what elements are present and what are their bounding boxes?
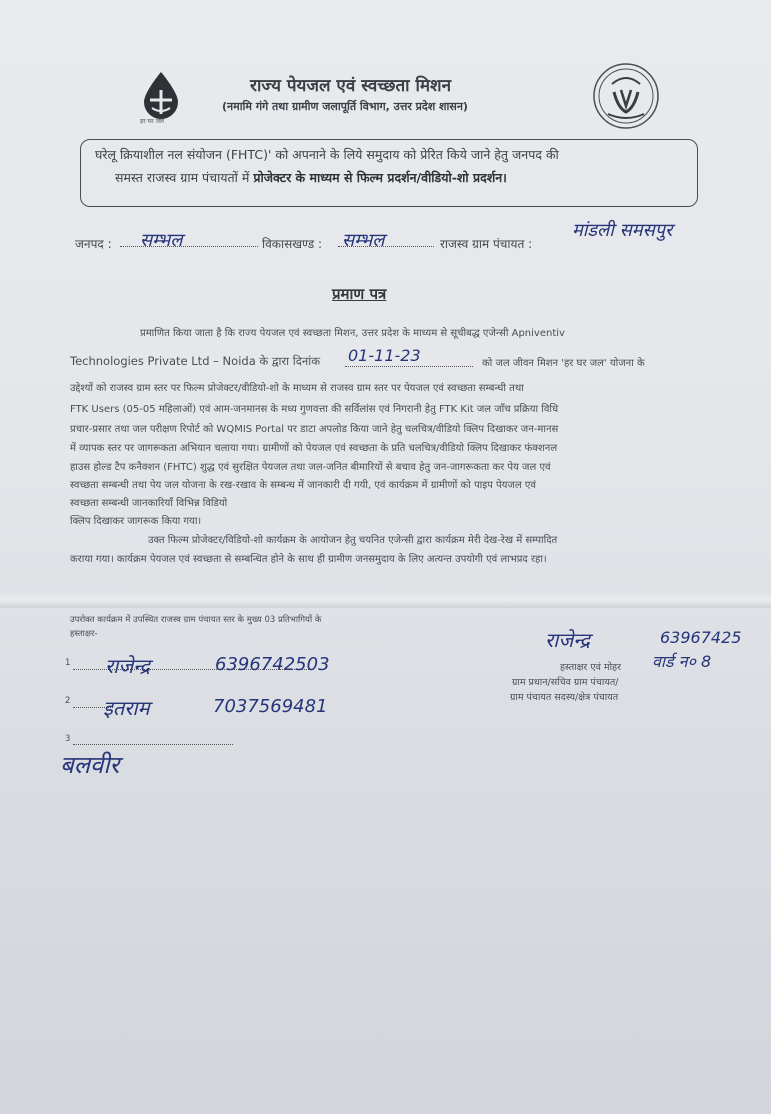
paragraph-1-line-6: में व्यापक स्तर पर जागरूकता अभियान चलाया गया। ग्रामीणों को पेयजल एवं स्वच्छता के प्रति चलचित्र/वीडियो क्लिप दिखाकर फंक्शनल (70, 443, 558, 454)
signature-header-line-2: हस्ताक्षर- (70, 629, 98, 639)
official-label-line-1: हस्ताक्षर एवं मोहर (560, 662, 621, 673)
panchayat-label: राजस्व ग्राम पंचायत : (440, 237, 533, 251)
participant-1-row (65, 652, 365, 678)
mission-subtitle: (नमामि गंगे तथा ग्रामीण जलापूर्ति विभाग, उत्तर प्रदेश शासन) (222, 100, 468, 113)
notice-line-1: घरेलू क्रियाशील नल संयोजन (FHTC)' को अपनाने के लिये समुदाय को प्रेरित किये जाने हेतु जनपद की (95, 147, 559, 162)
up-emblem-icon (588, 62, 664, 130)
participant-2-number: 2 (65, 696, 71, 706)
official-phone: 63967425 (660, 628, 742, 647)
official-label-line-3: ग्राम पंचायत सदस्य/क्षेत्र पंचायत (510, 692, 619, 703)
notice-line-2-part-a: समस्त राजस्व ग्राम पंचायतों में (115, 170, 254, 185)
official-signature: राजेन्द्र (545, 628, 590, 652)
participant-2-phone: 7037569481 (213, 696, 328, 717)
block-label: विकासखण्ड : (262, 237, 323, 251)
paragraph-1-line-5: प्रचार-प्रसार तथा जल परीक्षण रिपोर्ट को WQMIS Portal पर डाटा अपलोड किया जाने हेतु चलचित्र/वीडियो क्लिप दिखाकर जन-मानस (70, 424, 559, 435)
paragraph-1-line-2 (70, 346, 710, 374)
agency-name-text: Technologies Private Ltd – Noida के द्वारा दिनांक (70, 354, 321, 368)
participant-3-dots (73, 744, 233, 745)
panchayat-value: मांडली समसपुर (572, 220, 673, 241)
district-field (120, 228, 260, 251)
block-dots (338, 246, 434, 247)
paper-fold (0, 592, 771, 608)
participant-1-name: राजेन्द्र (105, 654, 150, 678)
participant-2-name: इतराम (103, 696, 150, 720)
district-value: सम्भल (140, 230, 183, 251)
participant-3-name: बलवीर (60, 751, 120, 779)
logo-caption: हर घर जल (140, 118, 164, 125)
notice-line-2 (115, 169, 507, 186)
paragraph-1-line-9: स्वच्छता सम्बन्धी जानकारियाँ विभिन्न विडियो (70, 498, 228, 509)
notice-line-2-part-b: प्रोजेक्टर के माध्यम से फिल्म प्रदर्शन/वीडियो-शो प्रदर्शन। (253, 170, 507, 185)
participant-1-number: 1 (65, 658, 71, 668)
participant-3-row (60, 732, 365, 782)
participant-2-row (65, 690, 365, 718)
participant-1-phone: 6396742503 (215, 654, 330, 675)
paragraph-1-line-10: क्लिप दिखाकर जागरूक किया गया। (70, 516, 202, 527)
paragraph-2-line-2: कराया गया। कार्यक्रम पेयजल एवं स्वच्छता से सम्बन्धित होने के साथ ही ग्रामीण जनसमुदाय के लिए अत्यन्त उपयोगी एवं लाभप्रद रहा। (70, 554, 547, 565)
participant-3-number: 3 (65, 734, 71, 744)
certificate-heading: प्रमाण पत्र (332, 285, 387, 303)
district-label: जनपद : (75, 237, 112, 251)
paragraph-2-line-1: उक्त फिल्म प्रोजेक्टर/विडियो-शो कार्यक्रम के आयोजन हेतु चयनित एजेन्सी द्वारा कार्यक्रम मेरी देख-रेख में सम्पादित (148, 535, 558, 546)
paragraph-1-line-4: FTK Users (05-05 महिलाओं) एवं आम-जनमानस के मध्य गुणवत्ता की सर्विलांस एवं निगरानी हेतु FTK Kit जल जाँच प्रक्रिया विधि (70, 404, 559, 415)
date-dots (345, 366, 473, 367)
official-label-line-2: ग्राम प्रधान/सचिव ग्राम पंचायत/ (512, 677, 619, 688)
ward-number: वार्ड न० 8 (652, 652, 712, 671)
paragraph-1-line-7: हाउस होल्ड टैप कनैक्शन (FHTC) शुद्ध एवं सुरक्षित पेयजल तथा जल-जनित बीमारियों से बचाव हेतु जन-जागरूकता कर पेय जल एवं (70, 462, 551, 473)
signature-header-line-1: उपरोक्त कार्यक्रम में उपस्थित राजस्व ग्राम पंचायत स्तर के मुख्य 03 प्रतिभागियों के (70, 615, 322, 625)
program-date: 01-11-23 (348, 346, 421, 365)
paragraph-1-line-1: प्रमाणित किया जाता है कि राज्य पेयजल एवं स्वच्छता मिशन, उत्तर प्रदेश के माध्यम से सूचीबद्ध एजेन्सी Apniventiv (140, 328, 565, 339)
mission-title: राज्य पेयजल एवं स्वच्छता मिशन (250, 76, 452, 96)
district-dots (120, 246, 258, 247)
har-ghar-jal-logo (140, 70, 182, 138)
block-value: सम्भल (342, 230, 385, 251)
jal-jeevan-text: को जल जीवन मिशन 'हर घर जल' योजना के (482, 358, 645, 369)
paragraph-1-line-3: उद्देश्यों को राजस्व ग्राम स्तर पर फिल्म प्रोजेक्टर/वीडियो-शो के माध्यम से राजस्व ग्राम स्तर पर पेयजल एवं स्वच्छता सम्बन्धी तथा (70, 383, 524, 394)
paragraph-1-line-8: स्वच्छता सम्बन्धी तथा पेय जल योजना के रख-रखाव के सम्बन्ध में जानकारी दी गयी, एवं कार्यक्रम में ग्रामीणों को पाइप पेयजल एवं (70, 480, 536, 491)
block-field (338, 228, 438, 251)
